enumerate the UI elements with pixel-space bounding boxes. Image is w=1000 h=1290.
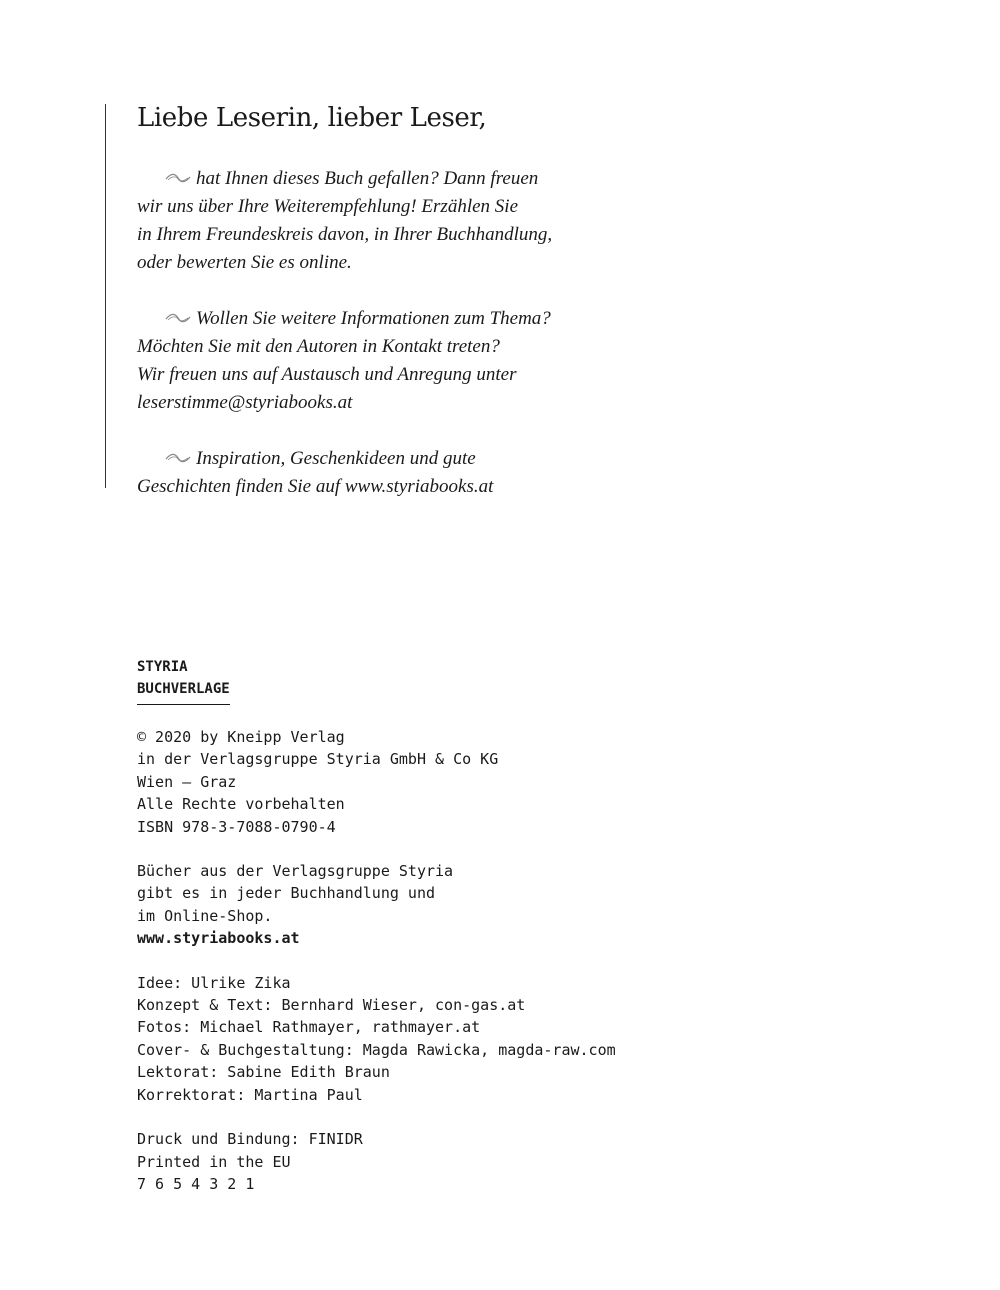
print-run-line: 7 6 5 4 3 2 1 [137,1174,255,1193]
publisher-logo-line-2: BUCHVERLAGE [137,681,230,697]
paragraph-text: Inspiration, Geschenkideen und gute [196,448,476,469]
paragraph-text: Wollen Sie weitere Informationen zum Thema? [196,308,551,329]
reader-letter [137,100,777,501]
copyright-line: © 2020 by Kneipp Verlag [137,728,345,746]
shop-line-3: im Online-Shop. [137,906,273,925]
credit-proofreading: Korrektorat: Martina Paul [137,1085,363,1104]
publisher-group-line: in der Verlagsgruppe Styria GmbH & Co KG [137,750,499,769]
publisher-logo-line-1: STYRIA [137,659,188,675]
location-line: Wien – Graz [137,772,237,791]
swash-ornament-icon [165,452,191,464]
credit-idea: Idee: Ulrike Zika [137,973,291,992]
credits-block [137,972,837,1106]
publisher-logo [137,656,230,705]
paragraph-line-1 [137,165,777,193]
letter-paragraph-contact [137,305,777,417]
printed-in-line: Printed in the EU [137,1152,291,1171]
paragraph-line-1 [137,445,777,473]
contact-email[interactable]: leserstimme@styriabooks.at [137,392,353,413]
paragraph-line-2: wir uns über Ihre Weiterempfehlung! Erzählen Sie [137,196,519,217]
letter-paragraph-inspiration [137,445,777,501]
shop-block [137,860,837,950]
shop-line-1: Bücher aus der Verlagsgruppe Styria [137,862,454,881]
vertical-rule [105,104,106,488]
letter-heading: Liebe Leserin, lieber Leser, [137,103,487,133]
paragraph-line-3: Wir freuen uns auf Austausch und Anregung unter [137,364,517,385]
isbn-line: ISBN 978-3-7088-0790-4 [137,817,336,836]
paragraph-line-1 [137,305,777,333]
paragraph-text: hat Ihnen dieses Buch gefallen? Dann freuen [196,168,539,189]
imprint [137,656,837,1195]
letter-paragraph-recommend [137,165,777,277]
swash-ornament-icon [165,312,191,324]
credit-concept-text: Konzept & Text: Bernhard Wieser, con-gas.at [137,996,526,1015]
shop-url-link[interactable]: www.styriabooks.at [137,929,300,948]
credit-editing: Lektorat: Sabine Edith Braun [137,1063,390,1082]
shop-line-2: gibt es in jeder Buchhandlung und [137,884,436,903]
paragraph-line-4: oder bewerten Sie es online. [137,252,352,273]
copyright-block [137,726,837,838]
credit-photos: Fotos: Michael Rathmayer, rathmayer.at [137,1018,481,1037]
paragraph-line-2: Möchten Sie mit den Autoren in Kontakt treten? [137,336,500,357]
swash-ornament-icon [165,172,191,184]
print-block [137,1128,837,1195]
paragraph-line-3: in Ihrem Freundeskreis davon, in Ihrer Buchhandlung, [137,224,553,245]
credit-design: Cover- & Buchgestaltung: Magda Rawicka, magda-raw.com [137,1040,616,1059]
rights-line: Alle Rechte vorbehalten [137,795,345,814]
paragraph-line-2: Geschichten finden Sie auf www.styriabooks.at [137,476,494,497]
printer-line: Druck und Bindung: FINIDR [137,1130,363,1149]
